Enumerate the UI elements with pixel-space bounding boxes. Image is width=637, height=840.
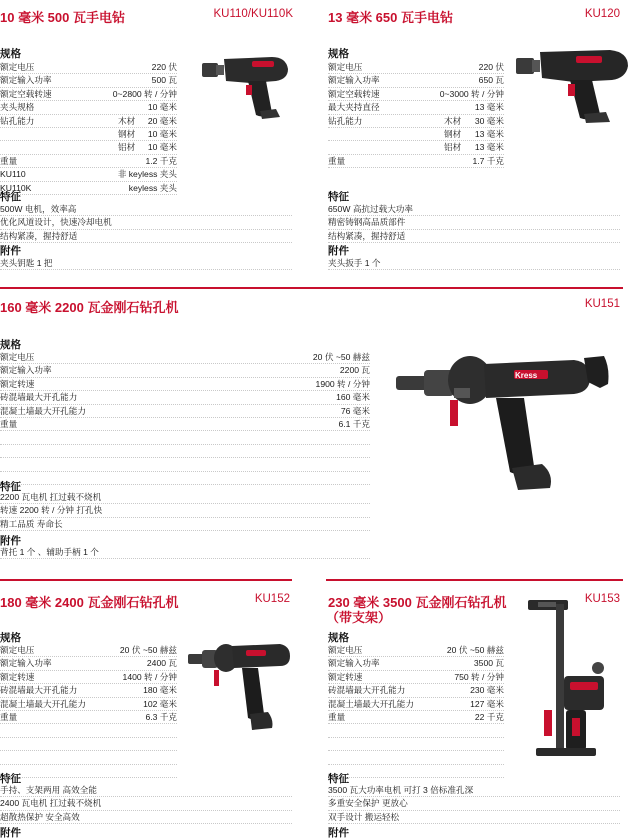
spec-row: 额定空载转速 0~3000 转 / 分钟 bbox=[328, 88, 504, 101]
feature-list bbox=[0, 784, 292, 824]
accessory-item: 背托 1 个 、辅助手柄 1 个 bbox=[0, 546, 370, 559]
spec-heading: 规格 bbox=[0, 339, 21, 351]
feature-item: 手持、支架两用 高效全能 bbox=[0, 784, 292, 797]
spec-row: 额定输入功率 500 瓦 bbox=[0, 74, 177, 87]
feature-heading: 特征 bbox=[328, 773, 349, 785]
accessory-heading: 附件 bbox=[328, 245, 349, 257]
spec-row-empty bbox=[0, 431, 370, 444]
spec-row: 钢材 13 毫米 bbox=[328, 128, 504, 141]
product-title: 10 毫米 500 瓦手电钻 bbox=[0, 10, 125, 25]
product-title: 180 毫米 2400 瓦金刚石钻孔机 bbox=[0, 595, 179, 610]
spec-row: 钻孔能力 木材 30 毫米 bbox=[328, 115, 504, 128]
spec-row: 额定转速 750 转 / 分钟 bbox=[328, 671, 504, 684]
feature-item: 双手设计 搬运轻松 bbox=[328, 811, 620, 824]
feature-list bbox=[328, 203, 620, 243]
product-ku151 bbox=[0, 288, 637, 568]
product-model: KU153 bbox=[584, 593, 620, 605]
spec-row: 额定电压 20 伏 ~50 赫兹 bbox=[328, 644, 504, 657]
feature-item: 3500 瓦大功率电机 可打 3 倍标准孔深 bbox=[328, 784, 620, 797]
spec-row: 夹头规格 10 毫米 bbox=[0, 101, 177, 114]
feature-heading: 特征 bbox=[0, 191, 21, 203]
accessory-list bbox=[0, 546, 370, 559]
spec-row-empty bbox=[0, 472, 370, 485]
product-ku110 bbox=[0, 0, 295, 280]
spec-row: 铝材 13 毫米 bbox=[328, 141, 504, 154]
spec-row: 重量 22 千克 bbox=[328, 711, 504, 724]
spec-row: 最大夹持直径 13 毫米 bbox=[328, 101, 504, 114]
product-title: 160 毫米 2200 瓦金刚石钻孔机 bbox=[0, 300, 179, 315]
drill-image-ku120 bbox=[514, 42, 632, 124]
accessory-list bbox=[328, 257, 620, 270]
accessory-item: 夹头扳手 1 个 bbox=[328, 257, 620, 270]
feature-heading: 特征 bbox=[328, 191, 349, 203]
feature-item: 超散热保护 安全高效 bbox=[0, 811, 292, 824]
product-model: KU151 bbox=[584, 298, 620, 310]
spec-row: 额定输入功率 3500 瓦 bbox=[328, 657, 504, 670]
product-ku152 bbox=[0, 580, 295, 838]
spec-row-empty bbox=[0, 724, 177, 737]
spec-row-empty bbox=[328, 765, 504, 778]
product-model: KU120 bbox=[584, 8, 620, 20]
accessory-list bbox=[0, 257, 292, 270]
spec-row: 额定输入功率 2200 瓦 bbox=[0, 364, 370, 377]
spec-row: 额定空载转速 0~2800 转 / 分钟 bbox=[0, 88, 177, 101]
spec-row-empty bbox=[328, 738, 504, 751]
feature-item: 优化风道设计，快速冷却电机 bbox=[0, 216, 292, 229]
product-title-suffix: （带支架） bbox=[326, 610, 392, 625]
spec-row: 铝材 10 毫米 bbox=[0, 141, 177, 154]
feature-item: 500W 电机，效率高 bbox=[0, 203, 292, 216]
accessory-heading: 附件 bbox=[0, 535, 21, 547]
spec-row: 重量 6.3 千克 bbox=[0, 711, 177, 724]
accessory-heading: 附件 bbox=[0, 245, 21, 257]
spec-table bbox=[0, 61, 177, 195]
spec-row-empty bbox=[0, 445, 370, 458]
spec-table bbox=[0, 644, 177, 778]
product-title: 13 毫米 650 瓦手电钻 bbox=[328, 10, 453, 25]
spec-table bbox=[0, 351, 370, 485]
spec-heading: 规格 bbox=[328, 632, 349, 644]
spec-row: 钢材 10 毫米 bbox=[0, 128, 177, 141]
spec-row: 重量 6.1 千克 bbox=[0, 418, 370, 431]
core-drill-stand-image-ku153 bbox=[526, 598, 616, 758]
feature-list bbox=[0, 491, 370, 531]
feature-list bbox=[0, 203, 292, 243]
spec-row: 混凝土墙最大开孔能力 127 毫米 bbox=[328, 698, 504, 711]
spec-row-empty bbox=[0, 738, 177, 751]
spec-row: 额定电压 220 伏 bbox=[0, 61, 177, 74]
spec-row: KU110 非 keyless 夹头 bbox=[0, 168, 177, 181]
spec-row: 砖混墙最大开孔能力 230 毫米 bbox=[328, 684, 504, 697]
spec-row: 钻孔能力 木材 20 毫米 bbox=[0, 115, 177, 128]
spec-row: 混凝土墙最大开孔能力 102 毫米 bbox=[0, 698, 177, 711]
feature-heading: 特征 bbox=[0, 773, 21, 785]
feature-item: 2200 瓦电机 扛过载不烧机 bbox=[0, 491, 370, 504]
spec-row: 额定电压 20 伏 ~50 赫兹 bbox=[0, 351, 370, 364]
spec-table bbox=[328, 644, 504, 778]
product-model: KU152 bbox=[254, 593, 290, 605]
product-model: KU110/KU110K bbox=[213, 8, 293, 20]
feature-item: 转速 2200 转 / 分钟 打孔快 bbox=[0, 504, 370, 517]
product-title: 230 毫米 3500 瓦金刚石钻孔机 bbox=[328, 595, 507, 610]
spec-heading: 规格 bbox=[0, 48, 21, 60]
product-ku120 bbox=[326, 0, 637, 280]
spec-row-empty bbox=[328, 724, 504, 737]
feature-list bbox=[328, 784, 620, 824]
spec-heading: 规格 bbox=[0, 632, 21, 644]
spec-row: 混凝土墙最大开孔能力 76 毫米 bbox=[0, 405, 370, 418]
accessory-heading: 附件 bbox=[328, 827, 349, 839]
spec-row: 重量 1.2 千克 bbox=[0, 155, 177, 168]
feature-item: 多重安全保护 更放心 bbox=[328, 797, 620, 810]
spec-row: 砖混墙最大开孔能力 180 毫米 bbox=[0, 684, 177, 697]
spec-row: 额定输入功率 650 瓦 bbox=[328, 74, 504, 87]
feature-item: 结构紧凑，握持舒适 bbox=[328, 230, 620, 243]
feature-item: 精工品质 寿命长 bbox=[0, 518, 370, 531]
core-drill-image-ku151 bbox=[394, 344, 612, 494]
spec-row-empty bbox=[0, 458, 370, 471]
feature-item: 精密铸钢高品质部件 bbox=[328, 216, 620, 229]
feature-item: 650W 高抗过载大功率 bbox=[328, 203, 620, 216]
drill-image-ku110 bbox=[200, 45, 292, 120]
spec-row: 额定电压 20 伏 ~50 赫兹 bbox=[0, 644, 177, 657]
spec-row: 砖混墙最大开孔能力 160 毫米 bbox=[0, 391, 370, 404]
feature-heading: 特征 bbox=[0, 481, 21, 493]
spec-row: 重量 1.7 千克 bbox=[328, 155, 504, 168]
spec-heading: 规格 bbox=[328, 48, 349, 60]
feature-item: 结构紧凑，握持舒适 bbox=[0, 230, 292, 243]
brand-logo: Kress bbox=[515, 371, 538, 380]
accessory-heading: 附件 bbox=[0, 827, 21, 839]
spec-row: 额定转速 1900 转 / 分钟 bbox=[0, 378, 370, 391]
spec-row: 额定转速 1400 转 / 分钟 bbox=[0, 671, 177, 684]
spec-row: 额定电压 220 伏 bbox=[328, 61, 504, 74]
feature-item: 2400 瓦电机 扛过载不烧机 bbox=[0, 797, 292, 810]
spec-row-empty bbox=[328, 751, 504, 764]
spec-row: 额定输入功率 2400 瓦 bbox=[0, 657, 177, 670]
spec-row: KU110K keyless 夹头 bbox=[0, 182, 177, 195]
accessory-item: 夹头钥匙 1 把 bbox=[0, 257, 292, 270]
spec-row-empty bbox=[0, 751, 177, 764]
core-drill-image-ku152 bbox=[186, 634, 294, 732]
product-ku153 bbox=[326, 580, 637, 838]
spec-table bbox=[328, 61, 504, 168]
spec-row-empty bbox=[0, 765, 177, 778]
